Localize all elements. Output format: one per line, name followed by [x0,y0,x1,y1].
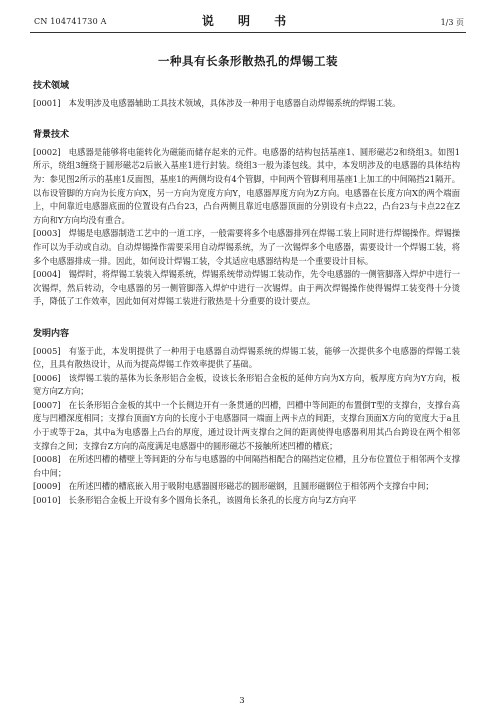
paragraph [33,97,460,111]
paragraph-number: [0004] [33,269,61,280]
paragraph-text: 在所述凹槽的槽底嵌入用于吸附电感器圆形磁芯的圆形磁钢，且圆形磁钢位于相邻两个支撑台中间； [68,481,434,492]
paragraph [33,399,460,453]
document-type: 说 明 书 [201,14,297,28]
paragraph-text: 该焊锡工装的基体为长条形铝合金板，设该长条形铝合金板的延伸方向为X方向，板厚度方向为Y方向，板宽方向Z方向； [33,372,460,397]
section-heading: 技术领域 [33,81,70,91]
paragraph [33,453,460,480]
paragraph [33,372,460,399]
document-body [33,80,460,508]
paragraph-text: 长条形铝合金板上开设有多个圆角长条孔，该圆角长条孔的长度方向与Z方向平 [68,495,357,506]
paragraph-number: [0009] [33,481,61,492]
paragraph [33,480,460,494]
paragraph-text: 锡焊时，将焊锡工装装入焊锡系统，焊锡系统带动焊锡工装动作，先令电感器的一侧管脚落入焊炉中进行一次锡焊，然后转动，令电感器的另一侧管脚落入焊炉中进行一次锡焊。由于两次焊锡操作使得锡焊工装变得十分烫手，降低了工作效率，因此如何对焊锡工装进行散热是十分重要的设计要点。 [33,269,460,307]
paragraph-number: [0001] [33,97,61,108]
paragraph-text: 本发明涉及电感器辅助工具技术领域，具体涉及一种用于电感器自动焊锡系统的焊锡工装。 [68,97,401,108]
page-header [34,12,464,30]
section-heading: 背景技术 [33,130,70,141]
paragraph-text: 电感器是能够将电能转化为磁能而储存起来的元件。电感器的结构包括基座1、圆形磁芯2和绕组3。如图1所示，绕组3缠绕于圆形磁芯2后嵌入基座1进行封装。绕组3一般为漆包线。其中，本发明涉及的电感器的具体结构为：参见图2所示的基座1反面图，基座1的两侧均设有4个管脚，中间两个管脚利用基座1上加工的中间隔挡21隔开。以布设管脚的方向为长度方向X，另一方向为宽度方向Y，电感器厚度方向为Z方向。电感器在长度方向X的两个端面上，中间靠近电感器底面的位置设有凸台23，凸台两侧且靠近电感器顶面的分别设有卡点22，凸台23与卡点22在Z方向和Y方向均没有重合。 [33,146,460,225]
paragraph-number: [0010] [33,495,61,506]
paragraph-number: [0008] [33,454,61,465]
header-rule [30,32,466,33]
paragraph [33,494,460,508]
section-heading: 发明内容 [33,328,70,339]
paragraph-number: [0007] [33,399,61,410]
paragraph [33,227,460,268]
paragraph-number: [0005] [33,345,61,356]
paragraph [33,146,460,228]
paragraph-text: 在所述凹槽的槽壁上等间距的分布与电感器的中间隔挡相配合的隔挡定位槽，且分布位置位于相邻两个支撑台中间； [33,454,460,478]
page-count: 1/3 页 [440,18,464,27]
paragraph [33,268,460,309]
page-number: 3 [239,696,245,706]
document-title: 一种具有长条形散热孔的焊锡工装 [158,54,338,68]
paragraph-number: [0002] [33,146,61,157]
paragraph-text: 有鉴于此，本发明提供了一种用于电感器自动焊锡系统的焊锡工装，能够一次提供多个电感器的焊锡工装位，且具有散热设计，从而为提高焊锡工作效率提供了基础。 [33,345,460,370]
patent-number: CN 104741730 A [34,17,107,26]
paragraph-number: [0006] [33,372,61,383]
paragraph-text: 焊锡是电感器制造工艺中的一道工序，一般需要将多个电感器排列在焊锡工装上同时进行焊锡操作。焊锡操作可以为手动或自动。自动焊锡操作需要采用自动焊锡系统，为了一次锡焊多个电感器，需要设计一个焊锡工装，将多个电感器排成一排。因此，如何设计焊锡工装，令其适应电感器结构是一个重要设计目标。 [33,228,460,266]
paragraph [33,345,460,372]
paragraph-text: 在长条形铝合金板的其中一个长侧边开有一条贯通的凹槽，凹槽中等间距的布置倒T型的支撑台，支撑台高度与凹槽深度相同；支撑台顶面Y方向的长度小于电感器同一端面上两卡点的间距，支撑台顶面X方向的宽度大于a且小于或等于2a，其中a为电感器上凸台的厚度，通过设计两支撑台之间的距离使得电感器利用其凸台跨设在两个相邻支撑台之间；支撑台Z方向的高度满足电感器中的圆形磁芯不接触所述凹槽的槽底； [33,399,460,451]
paragraph-number: [0003] [33,228,61,239]
